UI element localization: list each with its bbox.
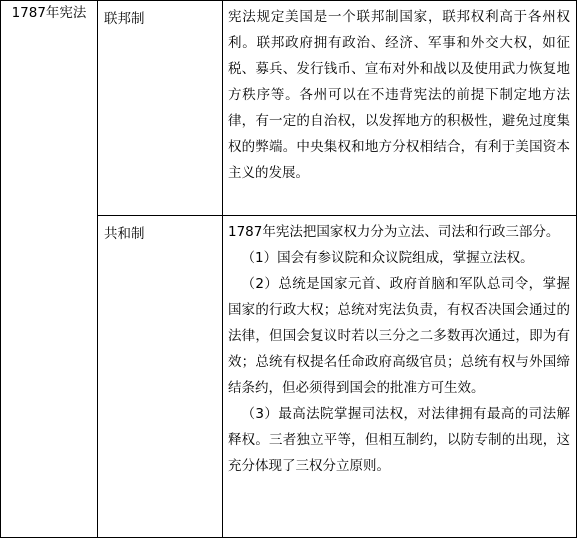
era-cell [1,1,98,538]
system-cell-republic [98,216,223,538]
era-label: 1787年宪法 [11,5,87,21]
system-label-republic: 共和制 [104,226,145,242]
description-cell-republic [223,216,577,538]
republic-judicial-paragraph: （3）最高法院掌握司法权，对法律拥有最高的司法解释权。三者独立平等，但相互制约，以防专制的出现，这充分体现了三权分立原则。 [228,406,570,474]
republic-executive-paragraph: （2）总统是国家元首、政府首脑和军队总司令，掌握国家的行政大权；总统对宪法负责，有权否决国会通过的法律，但国会复议时若以三分之二多数再次通过，即为有效；总统有权提名任命政府高级官员；总统有权与外国缔结条约，但必须得到国会的批准方可生效。 [228,276,570,396]
system-label-federalism: 联邦制 [104,11,145,27]
republic-legislative-paragraph: （1）国会有参议院和众议院组成，掌握立法权。 [241,250,534,266]
republic-intro-paragraph: 1787年宪法把国家权力分为立法、司法和行政三部分。 [228,224,560,240]
system-cell-federalism [98,1,223,216]
description-cell-federalism [223,1,577,216]
federalism-paragraph: 宪法规定美国是一个联邦制国家，联邦权利高于各州权利。联邦政府拥有政治、经济、军事和外交大权，如征税、募兵、发行钱币、宣布对外和战以及使用武力恢复地方秩序等。各州可以在不违背宪法的前提下制定地方法律，有一定的自治权，以发挥地方的积极性，避免过度集权的弊端。中央集权和地方分权相结合，有利于美国资本主义的发展。 [228,9,570,181]
table-row-federalism [1,1,577,216]
